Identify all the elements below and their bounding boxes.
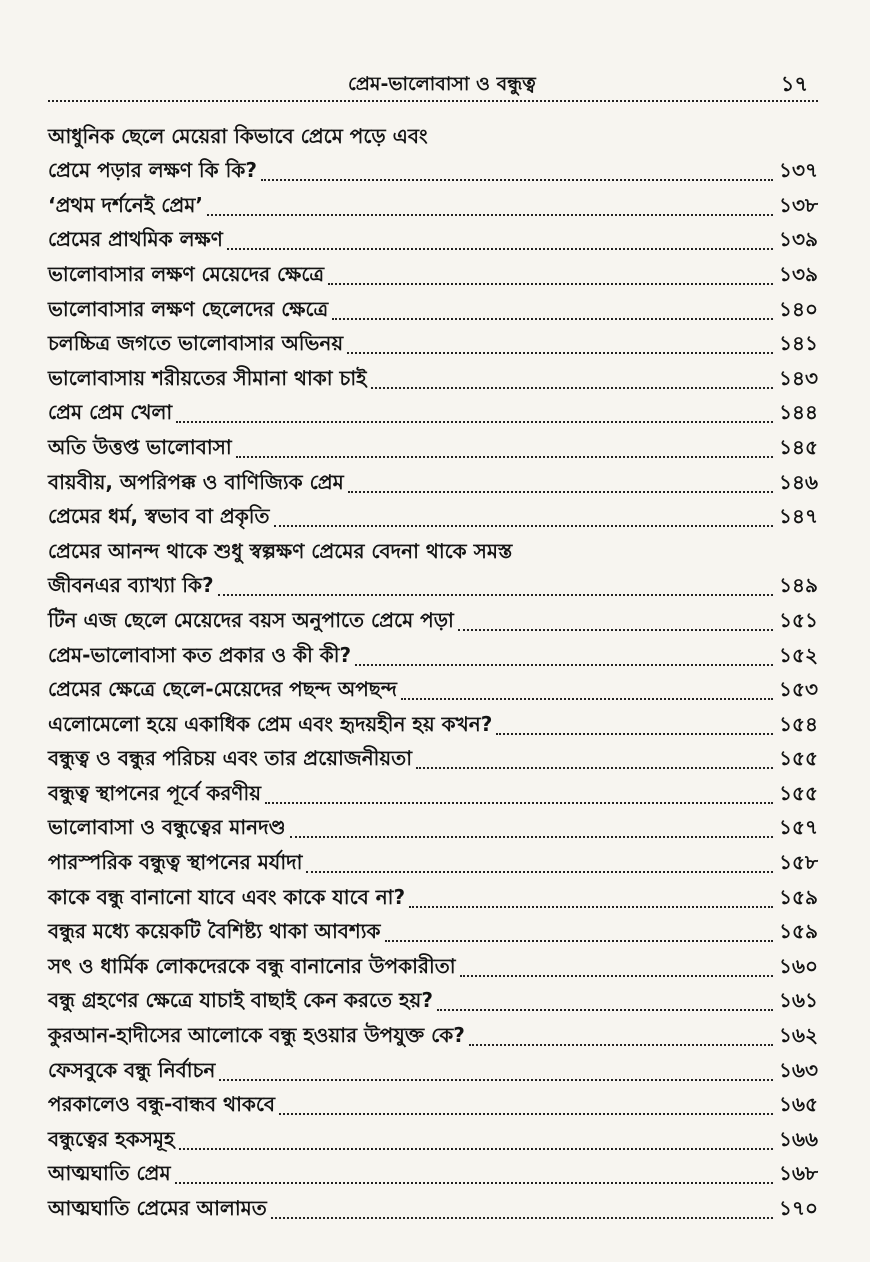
toc-line <box>48 570 818 605</box>
toc-line <box>48 1054 818 1089</box>
toc-line <box>48 1089 818 1124</box>
toc-line <box>48 189 818 224</box>
dot-leader <box>469 1044 773 1046</box>
toc-page-number: ১৬২ <box>779 1023 818 1048</box>
toc-entry-title: বন্ধুত্ব ও বন্ধুর পরিচয় এবং তার প্রয়োজনীয়তা <box>48 746 412 771</box>
toc-entry-title: চলচ্চিত্র জগতে ভালোবাসার অভিনয় <box>48 331 344 356</box>
toc-entry-title: প্রেমের ধর্ম, স্বভাব বা প্রকৃতি <box>48 504 270 529</box>
toc-line <box>48 812 818 847</box>
dot-leader <box>460 975 773 977</box>
toc-entry <box>48 189 818 224</box>
toc-page-number: ১৪১ <box>779 331 818 356</box>
dot-leader <box>332 318 773 320</box>
toc-entry <box>48 1158 818 1193</box>
toc-page-number: ১৬৮ <box>779 1161 818 1186</box>
dot-leader <box>355 664 773 666</box>
toc-line <box>48 224 818 259</box>
toc-line <box>48 985 818 1020</box>
toc-entry-title: আত্মঘাতি প্রেমের আলামত <box>48 1196 267 1220</box>
toc-page-number: ১৬৩ <box>779 1057 818 1082</box>
toc-line <box>48 743 818 778</box>
toc-entry-title: ফেসবুকে বন্ধু নির্বাচন <box>48 1057 216 1082</box>
dot-leader <box>261 179 773 181</box>
toc-line <box>48 535 818 570</box>
toc-page-number: ১৪৫ <box>779 434 818 459</box>
dot-leader <box>306 871 773 873</box>
toc-entry-title: প্রেমের ক্ষেত্রে ছেলে-মেয়েদের পছন্দ অপছন্দ <box>48 677 397 702</box>
toc-entry-title: কুরআন-হাদীসের আলোকে বন্ধু হওয়ার উপযুক্ত কে? <box>48 1023 465 1048</box>
toc-entry <box>48 1192 818 1227</box>
toc-line <box>48 466 818 501</box>
toc-page-number: ১৪৯ <box>779 573 818 598</box>
toc-entry <box>48 431 818 466</box>
toc-entry <box>48 777 818 812</box>
toc-entry-title: অতি উত্তপ্ত ভালোবাসা <box>48 434 232 459</box>
dot-leader <box>409 906 773 908</box>
dot-leader <box>219 1079 773 1081</box>
toc-page-number: ১৫৯ <box>779 919 818 944</box>
toc-entry <box>48 1123 818 1158</box>
toc-line <box>48 881 818 916</box>
toc-entry <box>48 258 818 293</box>
toc-page-number: ১৪৩ <box>779 365 818 390</box>
toc-page-number: ১৬৫ <box>779 1092 818 1117</box>
dot-leader <box>236 456 773 458</box>
dot-leader <box>401 698 773 700</box>
toc-entry <box>48 604 818 639</box>
table-of-contents <box>48 120 818 1227</box>
toc-entry <box>48 674 818 709</box>
toc-entry-title: জীবনএর ব্যাখ্যা কি? <box>48 573 214 598</box>
header-title: প্রেম-ভালোবাসা ও বন্ধুত্ব <box>348 73 536 95</box>
header-page-number: ১৭ <box>780 72 808 96</box>
toc-line <box>48 1123 818 1158</box>
toc-entry-title: বন্ধুত্ব স্থাপনের পূর্বে করণীয় <box>48 780 262 805</box>
toc-entry <box>48 881 818 916</box>
toc-entry <box>48 1019 818 1054</box>
toc-entry-title: সৎ ও ধার্মিক লোকদেরকে বন্ধু বানানোর উপকারীতা <box>48 953 456 978</box>
dot-leader <box>348 491 773 493</box>
dot-leader <box>416 767 773 769</box>
toc-page-number: ১৩৯ <box>779 261 818 286</box>
toc-page-number: ১৫২ <box>779 642 818 667</box>
toc-entry-title: এলোমেলো হয়ে একাধিক প্রেম এবং হৃদয়হীন হয় কখন? <box>48 711 493 736</box>
toc-line <box>48 1158 818 1193</box>
toc-page-number: ১৬৬ <box>779 1126 818 1151</box>
toc-entry <box>48 224 818 259</box>
toc-page-number: ১৩৮ <box>779 192 818 217</box>
toc-line <box>48 950 818 985</box>
toc-entry <box>48 535 818 604</box>
toc-entry-title: প্রেম প্রেম খেলা <box>48 400 173 425</box>
toc-page-number: ১৪৪ <box>779 400 818 425</box>
toc-page-number: ১৫৭ <box>779 815 818 840</box>
toc-page-number: ১৫৪ <box>779 711 818 736</box>
toc-page-number: ১৪৬ <box>779 469 818 494</box>
toc-page-number: ১৫৫ <box>779 780 818 805</box>
dot-leader <box>274 525 773 527</box>
toc-line <box>48 328 818 363</box>
toc-page-number: ১৫১ <box>779 607 818 632</box>
toc-entry <box>48 985 818 1020</box>
toc-entry-title: ভালোবাসার লক্ষণ ছেলেদের ক্ষেত্রে <box>48 296 329 321</box>
toc-line <box>48 258 818 293</box>
toc-entry-title: বন্ধু গ্রহণের ক্ষেত্রে যাচাই বাছাই কেন করতে হয়? <box>48 988 433 1013</box>
toc-entry-title: প্রেমের প্রাথমিক লক্ষণ <box>48 227 223 252</box>
toc-line <box>48 674 818 709</box>
toc-entry-title: বন্ধুর মধ্যে কয়েকটি বৈশিষ্ট্য থাকা আবশ্যক <box>48 919 381 944</box>
toc-entry-title: বন্ধুত্বের হকসমূহ <box>48 1126 175 1151</box>
dot-leader <box>227 248 773 250</box>
toc-entry <box>48 1089 818 1124</box>
toc-entry <box>48 950 818 985</box>
dot-leader <box>385 940 774 942</box>
dot-leader <box>175 1182 773 1184</box>
toc-line <box>48 708 818 743</box>
toc-page-number: ১৪০ <box>779 296 818 321</box>
dot-leader <box>271 1217 773 1219</box>
toc-line <box>48 501 818 536</box>
toc-entry <box>48 120 818 189</box>
toc-line <box>48 362 818 397</box>
toc-entry <box>48 1054 818 1089</box>
dot-leader <box>279 1113 773 1115</box>
dot-leader <box>458 629 773 631</box>
toc-line <box>48 1192 818 1227</box>
toc-line <box>48 639 818 674</box>
toc-line <box>48 777 818 812</box>
toc-entry-title: আত্মঘাতি প্রেম <box>48 1161 171 1186</box>
dot-leader <box>496 733 773 735</box>
toc-entry-title: পরকালেও বন্ধু-বান্ধব থাকবে <box>48 1092 276 1117</box>
toc-line <box>48 846 818 881</box>
toc-line <box>48 916 818 951</box>
toc-entry <box>48 812 818 847</box>
toc-line <box>48 1019 818 1054</box>
toc-page-number: ১৫৮ <box>779 850 818 875</box>
dot-leader <box>218 594 773 596</box>
toc-entry <box>48 743 818 778</box>
dot-leader <box>328 283 773 285</box>
toc-entry-title: আধুনিক ছেলে মেয়েরা কিভাবে প্রেমে পড়ে এবং <box>48 123 428 148</box>
toc-entry <box>48 639 818 674</box>
toc-entry-title: ভালোবাসায় শরীয়তের সীমানা থাকা চাই <box>48 365 367 390</box>
dot-leader <box>265 802 773 804</box>
dot-leader <box>207 214 773 216</box>
toc-line <box>48 120 818 155</box>
dot-leader <box>437 1009 773 1011</box>
toc-entry-title: ভালোবাসার লক্ষণ মেয়েদের ক্ষেত্রে <box>48 261 325 286</box>
toc-line <box>48 431 818 466</box>
toc-page-number: ১৩৭ <box>779 158 818 183</box>
toc-entry <box>48 293 818 328</box>
toc-line <box>48 293 818 328</box>
toc-page-number: ১৪৭ <box>779 504 818 529</box>
toc-page-number: ১৩৯ <box>779 227 818 252</box>
toc-page-number: ১৫৫ <box>779 746 818 771</box>
toc-entry-title: ‘প্রথম দর্শনেই প্রেম’ <box>48 192 203 217</box>
toc-entry-title: বায়বীয়, অপরিপক্ক ও বাণিজ্যিক প্রেম <box>48 469 344 494</box>
dot-leader <box>371 387 774 389</box>
dot-leader <box>347 352 773 354</box>
toc-entry-title: ভালোবাসা ও বন্ধুত্বের মানদণ্ড <box>48 815 286 840</box>
toc-entry-title: পারস্পরিক বন্ধুত্ব স্থাপনের মর্যাদা <box>48 850 303 875</box>
toc-page-number: ১৭০ <box>779 1196 818 1220</box>
toc-entry <box>48 501 818 536</box>
toc-entry-title: প্রেম-ভালোবাসা কত প্রকার ও কী কী? <box>48 642 352 667</box>
dot-leader <box>290 836 773 838</box>
toc-page-number: ১৫৩ <box>779 677 818 702</box>
toc-entry-title: প্রেমে পড়ার লক্ষণ কি কি? <box>48 158 257 183</box>
toc-page-number: ১৫৯ <box>779 884 818 909</box>
toc-line <box>48 604 818 639</box>
toc-entry <box>48 362 818 397</box>
toc-line <box>48 397 818 432</box>
toc-page-number: ১৬০ <box>779 953 818 978</box>
toc-entry <box>48 846 818 881</box>
toc-entry <box>48 466 818 501</box>
toc-entry-title: টিন এজ ছেলে মেয়েদের বয়স অনুপাতে প্রেমে পড়া <box>48 607 454 632</box>
toc-entry <box>48 397 818 432</box>
dot-leader <box>179 1148 773 1150</box>
toc-entry <box>48 708 818 743</box>
toc-line <box>48 155 818 190</box>
toc-entry <box>48 328 818 363</box>
dot-leader <box>176 421 773 423</box>
toc-entry-title: কাকে বন্ধু বানানো যাবে এবং কাকে যাবে না? <box>48 884 406 909</box>
running-header <box>48 70 818 102</box>
toc-page-number: ১৬১ <box>779 988 818 1013</box>
toc-entry-title: প্রেমের আনন্দ থাকে শুধু স্বল্পক্ষণ প্রেমের বেদনা থাকে সমস্ত <box>48 538 513 563</box>
toc-entry <box>48 916 818 951</box>
